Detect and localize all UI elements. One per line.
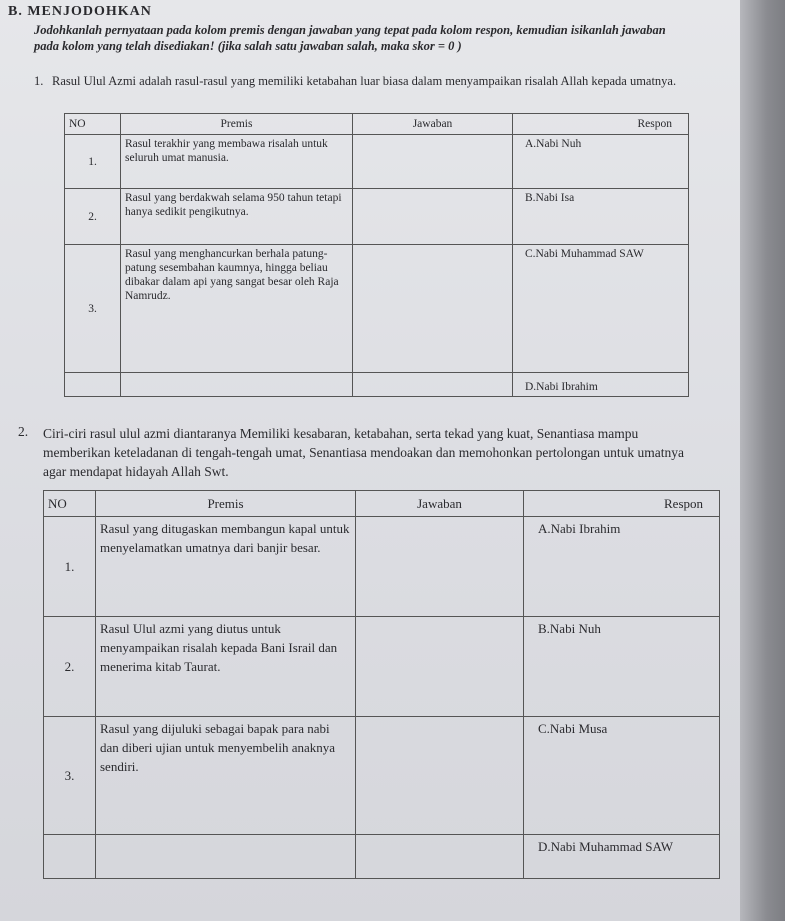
question-2-number: 2. <box>18 424 29 439</box>
respon-cell: C.Nabi Musa <box>524 717 720 835</box>
respon-cell: D.Nabi Ibrahim <box>513 373 689 397</box>
question-2-text: Ciri-ciri rasul ulul azmi diantaranya Memiliki kesabaran, ketabahan, serta tekad yang kuat, Senantiasa mampu memberikan keteladanan di tengah-tengah umat, Senantiasa mendoakan dan memohonkan pertolongan untuk umatnya agar mendapat hidayah Allah Swt. <box>43 426 685 479</box>
respon-cell: B.Nabi Nuh <box>524 617 720 717</box>
premis-cell: Rasul yang menghancurkan berhala patung-patung sesembahan kaumnya, hingga beliau dibakar dalam api yang sangat besar oleh Raja Namrudz. <box>121 245 353 373</box>
header-respon: Respon <box>513 114 689 135</box>
row-number: 2. <box>44 617 96 717</box>
table-row <box>44 717 720 835</box>
premis-cell: Rasul yang berdakwah selama 950 tahun tetapi hanya sedikit pengikutnya. <box>121 189 353 245</box>
row-number: 1. <box>44 517 96 617</box>
respon-cell: C.Nabi Muhammad SAW <box>513 245 689 373</box>
answer-cell[interactable] <box>353 189 513 245</box>
respon-cell: A.Nabi Nuh <box>513 135 689 189</box>
header-jawaban: Jawaban <box>356 491 524 517</box>
respon-cell: D.Nabi Muhammad SAW <box>524 835 720 879</box>
matching-table-2 <box>43 490 720 879</box>
header-jawaban: Jawaban <box>353 114 513 135</box>
row-number: 3. <box>44 717 96 835</box>
table-row <box>44 835 720 879</box>
header-respon: Respon <box>524 491 720 517</box>
premis-cell <box>121 373 353 397</box>
premis-cell: Rasul yang dijuluki sebagai bapak para nabi dan diberi ujian untuk menyembelih anaknya sendiri. <box>96 717 356 835</box>
question-1-number: 1. <box>34 74 44 88</box>
respon-cell: B.Nabi Isa <box>513 189 689 245</box>
row-number <box>44 835 96 879</box>
table-row <box>65 373 689 397</box>
question-1-text: Rasul Ulul Azmi adalah rasul-rasul yang memiliki ketabahan luar biasa dalam menyampaikan risalah Allah kepada umatnya. <box>52 74 677 88</box>
answer-cell[interactable] <box>356 617 524 717</box>
header-premis: Premis <box>96 491 356 517</box>
premis-cell: Rasul Ulul azmi yang diutus untuk menyampaikan risalah kepada Bani Israil dan menerima kitab Taurat. <box>96 617 356 717</box>
row-number: 3. <box>65 245 121 373</box>
answer-cell[interactable] <box>353 245 513 373</box>
section-title: B. MENJODOHKAN <box>8 4 152 19</box>
table-row <box>65 245 689 373</box>
page-edge-shadow <box>740 0 785 921</box>
header-no: NO <box>44 491 96 517</box>
answer-cell[interactable] <box>356 717 524 835</box>
instruction-text: Jodohkanlah pernyataan pada kolom premis dengan jawaban yang tepat pada kolom respon, kemudian isikanlah jawaban pada kolom yang telah disediakan! (jika salah satu jawaban salah, maka skor = 0 ) <box>34 23 666 53</box>
row-number: 2. <box>65 189 121 245</box>
row-number: 1. <box>65 135 121 189</box>
header-premis: Premis <box>121 114 353 135</box>
answer-cell[interactable] <box>356 517 524 617</box>
respon-cell: A.Nabi Ibrahim <box>524 517 720 617</box>
header-no: NO <box>65 114 121 135</box>
table-row <box>65 135 689 189</box>
table-row <box>44 617 720 717</box>
premis-cell: Rasul yang ditugaskan membangun kapal untuk menyelamatkan umatnya dari banjir besar. <box>96 517 356 617</box>
premis-cell <box>96 835 356 879</box>
answer-cell[interactable] <box>356 835 524 879</box>
matching-table-1 <box>64 113 689 397</box>
premis-cell: Rasul terakhir yang membawa risalah untuk seluruh umat manusia. <box>121 135 353 189</box>
table-row <box>44 517 720 617</box>
answer-cell[interactable] <box>353 373 513 397</box>
table-header-row <box>65 114 689 135</box>
row-number <box>65 373 121 397</box>
table-row <box>65 189 689 245</box>
answer-cell[interactable] <box>353 135 513 189</box>
table-header-row <box>44 491 720 517</box>
